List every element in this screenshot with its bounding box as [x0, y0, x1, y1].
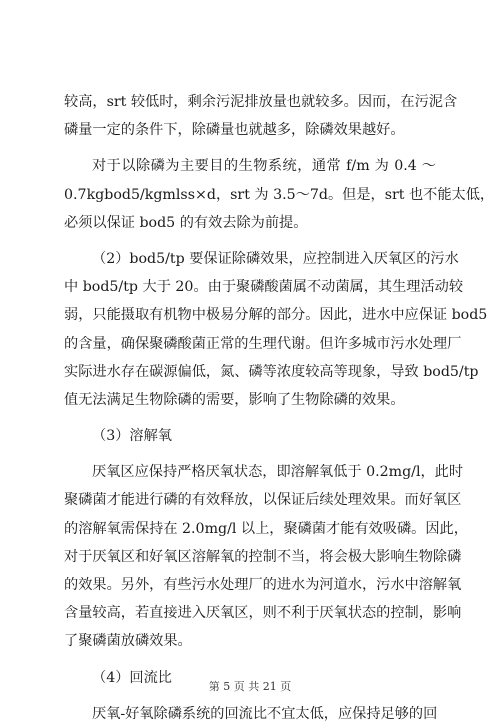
document-body: [64, 88, 495, 728]
text-line: 对于以除磷为主要目的生物系统，通常 f/m 为 0.4 ～: [92, 158, 436, 175]
text-line: 对于厌氧区和好氧区溶解氧的控制不当，将会极大影响生物除磷: [64, 548, 462, 565]
text-line: 的溶解氧需保持在 2.0mg/l 以上，聚磷菌才能有效吸磷。因此，: [64, 520, 468, 537]
text-line: 0.7kgbod5/kgmlss×d，srt 为 3.5～7d。但是，srt 也不能太低，: [64, 186, 495, 203]
text-line: 的效果。另外，有些污水处理厂的进水为河道水，污水中溶解氧: [64, 577, 462, 593]
text-line: 聚磷菌才能进行磷的有效释放，以保证后续处理效果。而好氧区: [64, 492, 462, 509]
text-line: 值无法满足生物除磷的需要，影响了生物除磷的效果。: [64, 391, 405, 408]
text-line: 了聚磷菌放磷效果。: [64, 633, 192, 650]
text-line: 磷量一定的条件下，除磷量也就越多，除磷效果越好。: [64, 122, 405, 139]
text-line: 含量较高，若直接进入厌氧区，则不利于厌氧状态的控制，影响: [64, 605, 462, 622]
text-line: 实际进水存在碳源偏低，氮、磷等浓度较高等现象，导致 bod5/tp: [64, 363, 479, 380]
text-line: 中 bod5/tp 大于 20。由于聚磷酸菌属不动菌属，其生理活动较: [64, 279, 464, 296]
text-line: 厌氧-好氧除磷系统的回流比不宜太低，应保持足够的回: [92, 705, 438, 722]
page-number-footer: 第 5 页 共 21 页: [208, 680, 292, 693]
text-line: 较高，srt 较低时，剩余污泥排放量也就较多。因而，在污泥含: [64, 94, 458, 110]
section-heading: （4）回流比: [92, 669, 172, 686]
section-heading: （3）溶解氧: [92, 428, 172, 445]
text-line: 必须以保证 bod5 的有效去除为前提。: [64, 214, 308, 231]
text-line: （2）bod5/tp 要保证除磷效果，应控制进入厌氧区的污水: [92, 250, 459, 267]
text-line: 的含量，确保聚磷酸菌正常的生理代谢。但许多城市污水处理厂: [64, 335, 462, 352]
text-line: 弱，只能摄取有机物中极易分解的部分。因此，进水中应保证 bod5: [64, 307, 488, 324]
text-line: 厌氧区应保持严格厌氧状态，即溶解氧低于 0.2mg/l，此时: [92, 464, 464, 481]
